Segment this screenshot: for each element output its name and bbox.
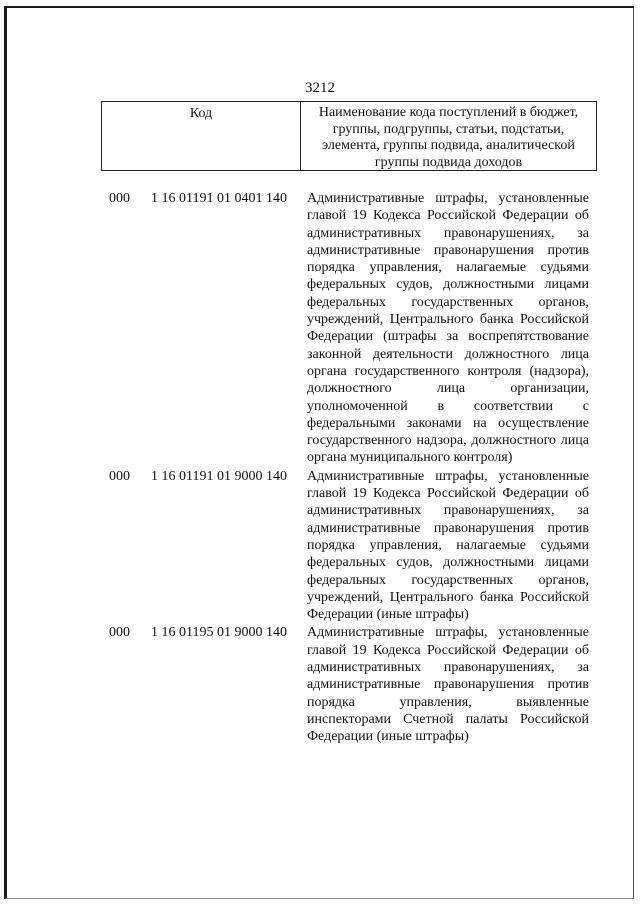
- income-code-cell: 1 16 01195 01 9000 140: [151, 625, 287, 641]
- admin-code-cell: 000: [109, 468, 130, 484]
- income-code-cell: 1 16 01191 01 9000 140: [151, 468, 287, 484]
- description-cell: Административные штрафы, установленные главой 19 Кодекса Российской Федерации об административных правонарушениях, за административные правонарушения против порядка управления, налагаемые судьями федеральных судов, должностными лицами федеральных государственных органов, учреждений, Центрального банка Российской Федерации (штрафы за воспрепятствование законной деятельности должностного лица органа государственного контроля (надзора), должностного лица организации, уполномоченной в соответствии с федеральными законами на осуществление государственного надзора, должностного лица органа муниципального контроля): [307, 191, 589, 466]
- header-code-column: Код: [102, 102, 301, 170]
- header-name-column: Наименование кода поступлений в бюджет, группы, подгруппы, статьи, подстатьи, элемента, группы подвида, аналитической группы подвида доходов: [318, 105, 579, 170]
- admin-code-cell: 000: [109, 625, 130, 641]
- description-cell: Административные штрафы, установленные главой 19 Кодекса Российской Федерации об административных правонарушениях, за административные правонарушения против порядка управления, выявленные инспекторами Счетной палаты Российской Федерации (иные штрафы): [307, 625, 589, 745]
- page-number: 3212: [305, 80, 335, 96]
- table-body: [109, 190, 589, 747]
- table-header: [101, 101, 597, 171]
- table-row: [109, 468, 589, 624]
- table-row: [109, 624, 589, 745]
- description-cell: Административные штрафы, установленные главой 19 Кодекса Российской Федерации об административных правонарушениях, за административные правонарушения против порядка управления, налагаемые судьями федеральных судов, должностными лицами федеральных государственных органов, учреждений, Центрального банка Российской Федерации (иные штрафы): [307, 468, 589, 623]
- income-code-cell: 1 16 01191 01 0401 140: [151, 191, 287, 206]
- admin-code-cell: 000: [109, 191, 130, 206]
- table-row: [109, 190, 589, 467]
